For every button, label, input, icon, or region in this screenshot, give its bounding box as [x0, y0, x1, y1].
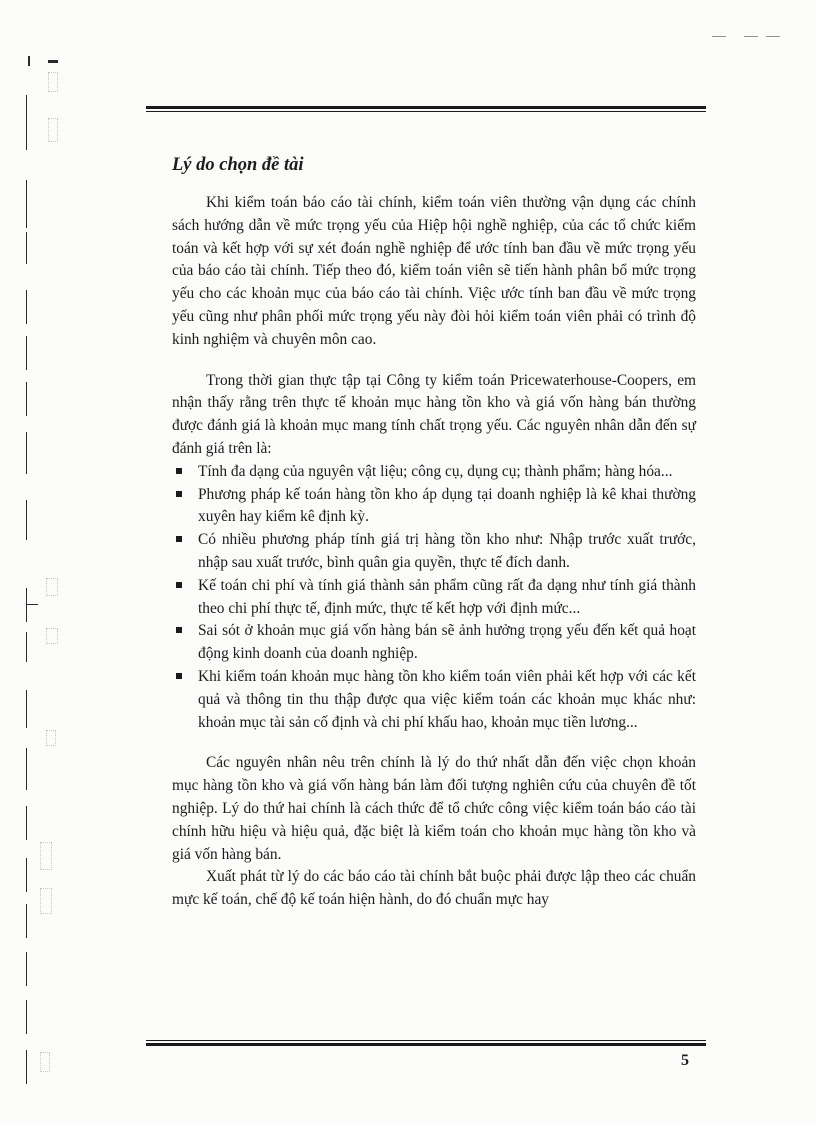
footer-rule-thick	[146, 1043, 706, 1046]
scan-edge-dots	[46, 578, 58, 596]
list-item	[198, 666, 696, 734]
paragraph-standards: Xuất phát từ lý do các báo cáo tài chính bắt buộc phải được lập theo các chuẩn mực kế toán, chế độ kế toán hiện hành, do đó chuẩn mực hay	[172, 868, 696, 909]
scan-top-dash	[766, 36, 780, 37]
scan-edge-tick	[26, 604, 38, 605]
paragraph-conclusion: Các nguyên nhân nêu trên chính là lý do thứ nhất dẫn đến việc chọn khoản mục hàng tồn kho và giá vốn hàng bán làm đối tượng nghiên cứu của chuyên đề tốt nghiệp. Lý do thứ hai chính là cách thức để tổ chức công việc kiểm toán báo cáo tài chính hữu hiệu và hiệu quả, đặc biệt là kiểm toán cho khoản mục hàng tồn kho và giá vốn hàng bán.	[172, 754, 696, 863]
scan-edge-dots	[40, 842, 52, 870]
header-rule-thick	[146, 106, 706, 109]
footer-rule	[146, 1040, 706, 1046]
paragraph-intro: Khi kiểm toán báo cáo tài chính, kiểm toán viên thường vận dụng các chính sách hướng dẫn về mức trọng yếu của Hiệp hội nghề nghiệp, của các tổ chức kiểm toán và kết hợp với sự xét đoán nghề nghiệp để ước tính ban đầu về mức trọng yếu của báo cáo tài chính. Tiếp theo đó, kiểm toán viên sẽ tiến hành phân bổ mức trọng yếu cho các khoản mục của báo cáo tài chính. Việc ước tính ban đầu về mức trọng yếu cũng như phân phối mức trọng yếu này đòi hỏi kiểm toán viên phải có trình độ kinh nghiệm và chuyên môn cao.	[172, 194, 696, 348]
list-item	[198, 484, 696, 530]
scan-edge-line	[26, 432, 27, 474]
page-number: 5	[681, 1052, 689, 1069]
scan-top-dash	[712, 36, 726, 37]
scan-edge-line	[26, 382, 27, 416]
scan-edge-dots	[40, 888, 52, 914]
page-body	[172, 152, 696, 912]
scan-edge-line	[26, 904, 27, 938]
list-item-text: Sai sót ở khoản mục giá vốn hàng bán sẽ ảnh hưởng trọng yếu đến kết quả hoạt động kinh doanh của doanh nghiệp.	[198, 622, 696, 663]
header-rule	[146, 106, 706, 112]
scan-edge-dots	[46, 730, 56, 746]
scan-edge-line	[26, 500, 27, 540]
scan-edge-line	[26, 95, 27, 150]
scan-edge-mark	[28, 56, 30, 66]
list-item-text: Tính đa dạng của nguyên vật liệu; công cụ, dụng cụ; thành phẩm; hàng hóa...	[198, 462, 673, 480]
scan-edge-line	[26, 1050, 27, 1084]
scan-top-dash	[744, 36, 758, 37]
list-item	[198, 529, 696, 575]
scan-edge-line	[26, 748, 27, 790]
list-item-text: Khi kiểm toán khoản mục hàng tồn kho kiểm toán viên phải kết hợp với các kết quả và thông tin thu thập được qua việc kiểm toán các khoản mục khác như: khoản mục tài sản cố định và chi phí khấu hao, khoản mục tiền lương...	[198, 667, 696, 731]
header-rule-thin	[146, 111, 706, 112]
list-item	[198, 461, 696, 484]
bullet-square-icon	[176, 673, 182, 679]
list-item-text: Kế toán chi phí và tính giá thành sản phẩm cũng rất đa dạng như tính giá thành theo chi phí thực tế, định mức, thực tế kết hợp với định mức...	[198, 576, 696, 617]
scan-edge-line	[26, 588, 27, 622]
scan-edge-dots	[46, 628, 58, 644]
paragraph-internship: Trong thời gian thực tập tại Công ty kiểm toán Pricewaterhouse-Coopers, em nhận thấy rằng trên thực tế khoản mục hàng tồn kho và giá vốn hàng bán thường được đánh giá là khoản mục mang tính chất trọng yếu. Các nguyên nhân dẫn đến sự đánh giá trên là:	[172, 371, 696, 457]
list-item	[198, 620, 696, 666]
scan-edge-line	[26, 952, 27, 986]
footer-rule-thin	[146, 1040, 706, 1041]
scan-edge-line	[26, 858, 27, 892]
scan-edge-dots	[40, 1052, 50, 1072]
scan-edge-line	[26, 806, 27, 840]
scan-edge-line	[26, 1000, 27, 1034]
scan-edge-line	[26, 632, 27, 662]
bullet-square-icon	[176, 536, 182, 542]
bullet-square-icon	[176, 491, 182, 497]
scan-edge-mark	[48, 60, 58, 63]
bullet-square-icon	[176, 627, 182, 633]
bullet-square-icon	[176, 468, 182, 474]
scan-edge-line	[26, 690, 27, 728]
scan-edge-line	[26, 290, 27, 324]
scan-edge-dots	[48, 72, 58, 92]
scan-edge-dots	[48, 118, 58, 142]
section-heading: Lý do chọn đề tài	[172, 155, 304, 175]
list-item-text: Có nhiều phương pháp tính giá trị hàng tồn kho như: Nhập trước xuất trước, nhập sau xuất trước, bình quân gia quyền, thực tế đích danh.	[198, 531, 696, 571]
bullet-square-icon	[176, 582, 182, 588]
list-item	[198, 575, 696, 621]
scan-edge-line	[26, 180, 27, 228]
reasons-list	[172, 461, 696, 735]
list-item-text: Phương pháp kế toán hàng tồn kho áp dụng tại doanh nghiệp là kê khai thường xuyên hay kiểm kê định kỳ.	[198, 485, 696, 526]
scan-edge-line	[26, 232, 27, 264]
scan-edge-line	[26, 336, 27, 370]
